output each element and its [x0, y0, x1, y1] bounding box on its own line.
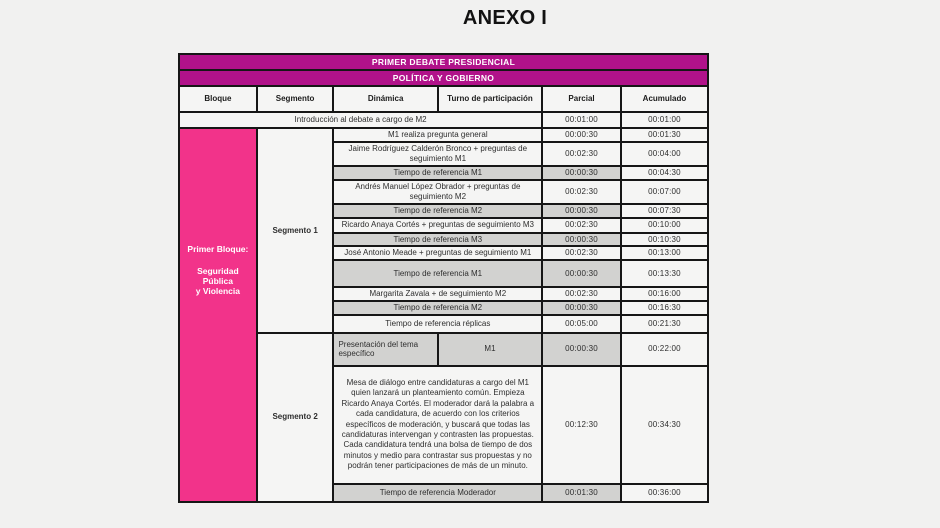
- col-header-parcial: Parcial: [542, 86, 621, 112]
- table-row: [179, 333, 708, 366]
- acumulado-cell: 00:21:30: [621, 315, 708, 333]
- parcial-cell: 00:02:30: [542, 218, 621, 233]
- debate-schedule-table: [178, 53, 709, 503]
- parcial-cell: 00:00:30: [542, 166, 621, 180]
- acumulado-cell: 00:34:30: [621, 366, 708, 484]
- acumulado-cell: 00:16:00: [621, 287, 708, 301]
- acumulado-cell: 00:13:00: [621, 246, 708, 260]
- dinamica-cell: Andrés Manuel López Obrador + preguntas de seguimiento M2: [333, 180, 542, 204]
- parcial-cell: 00:00:30: [542, 233, 621, 247]
- parcial-cell: 00:00:30: [542, 333, 621, 366]
- bloque-subtitle-line2: y Violencia: [195, 286, 240, 297]
- intro-parcial: 00:01:00: [542, 112, 621, 128]
- acumulado-cell: 00:13:30: [621, 260, 708, 287]
- dinamica-cell: Tiempo de referencia M2: [333, 204, 542, 218]
- parcial-cell: 00:00:30: [542, 128, 621, 142]
- parcial-cell: 00:00:30: [542, 301, 621, 315]
- banner-secondary: POLÍTICA Y GOBIERNO: [179, 70, 708, 86]
- banner-primary: PRIMER DEBATE PRESIDENCIAL: [179, 54, 708, 70]
- parcial-cell: 00:00:30: [542, 204, 621, 218]
- parcial-cell: 00:02:30: [542, 180, 621, 204]
- acumulado-cell: 00:07:00: [621, 180, 708, 204]
- dinamica-cell: Jaime Rodríguez Calderón Bronco + preguntas de seguimiento M1: [333, 142, 542, 166]
- acumulado-cell: 00:07:30: [621, 204, 708, 218]
- dinamica-cell: M1 realiza pregunta general: [333, 128, 542, 142]
- dinamica-cell: Mesa de diálogo entre candidaturas a cargo del M1 quien lanzará un planteamiento común. Empieza Ricardo Anaya Cortés. El moderador dará la palabra a cada candidatura, de acuerdo con los criterios específicos de moderación, y buscará que todas las candidaturas intervengan y contrasten las propuestas. Cada candidatura tendrá una bolsa de tiempo de dos minutos y medio para contrastar sus propuestas y no podrán tener participaciones de más de un minuto.: [333, 366, 542, 484]
- banner-row-secondary: [179, 70, 708, 86]
- col-header-segmento: Segmento: [257, 86, 334, 112]
- acumulado-cell: 00:16:30: [621, 301, 708, 315]
- bloque-cell: [179, 128, 257, 502]
- dinamica-cell: Presentación del tema específico: [333, 333, 437, 366]
- dinamica-cell: Margarita Zavala + de seguimiento M2: [333, 287, 542, 301]
- acumulado-cell: 00:22:00: [621, 333, 708, 366]
- dinamica-cell: Tiempo de referencia Moderador: [333, 484, 542, 502]
- col-header-acumulado: Acumulado: [621, 86, 708, 112]
- dinamica-cell: Tiempo de referencia réplicas: [333, 315, 542, 333]
- acumulado-cell: 00:10:00: [621, 218, 708, 233]
- dinamica-cell: Tiempo de referencia M3: [333, 233, 542, 247]
- acumulado-cell: 00:36:00: [621, 484, 708, 502]
- dinamica-cell: Tiempo de referencia M1: [333, 260, 542, 287]
- parcial-cell: 00:02:30: [542, 142, 621, 166]
- col-header-turno: Turno de participación: [438, 86, 542, 112]
- intro-label: Introducción al debate a cargo de M2: [179, 112, 542, 128]
- parcial-cell: 00:05:00: [542, 315, 621, 333]
- bloque-subtitle-line1: Seguridad Pública: [197, 265, 239, 286]
- col-header-dinamica: Dinámica: [333, 86, 437, 112]
- page-title: ANEXO I: [462, 7, 548, 29]
- column-header-row: [179, 86, 708, 112]
- dinamica-cell: Ricardo Anaya Cortés + preguntas de seguimiento M3: [333, 218, 542, 233]
- intro-acumulado: 00:01:00: [621, 112, 708, 128]
- acumulado-cell: 00:01:30: [621, 128, 708, 142]
- bloque-title: Primer Bloque:: [187, 244, 249, 255]
- col-header-bloque: Bloque: [179, 86, 257, 112]
- segmento2-cell: Segmento 2: [257, 333, 334, 502]
- banner-row-primary: [179, 54, 708, 70]
- parcial-cell: 00:01:30: [542, 484, 621, 502]
- parcial-cell: 00:00:30: [542, 260, 621, 287]
- parcial-cell: 00:02:30: [542, 246, 621, 260]
- acumulado-cell: 00:04:30: [621, 166, 708, 180]
- parcial-cell: 00:12:30: [542, 366, 621, 484]
- segmento1-cell: Segmento 1: [257, 128, 334, 333]
- dinamica-cell: Tiempo de referencia M2: [333, 301, 542, 315]
- parcial-cell: 00:02:30: [542, 287, 621, 301]
- acumulado-cell: 00:04:00: [621, 142, 708, 166]
- acumulado-cell: 00:10:30: [621, 233, 708, 247]
- turno-cell: M1: [438, 333, 542, 366]
- dinamica-cell: José Antonio Meade + preguntas de seguimiento M1: [333, 246, 542, 260]
- intro-row: [179, 112, 708, 128]
- table-row: [179, 128, 708, 142]
- dinamica-cell: Tiempo de referencia M1: [333, 166, 542, 180]
